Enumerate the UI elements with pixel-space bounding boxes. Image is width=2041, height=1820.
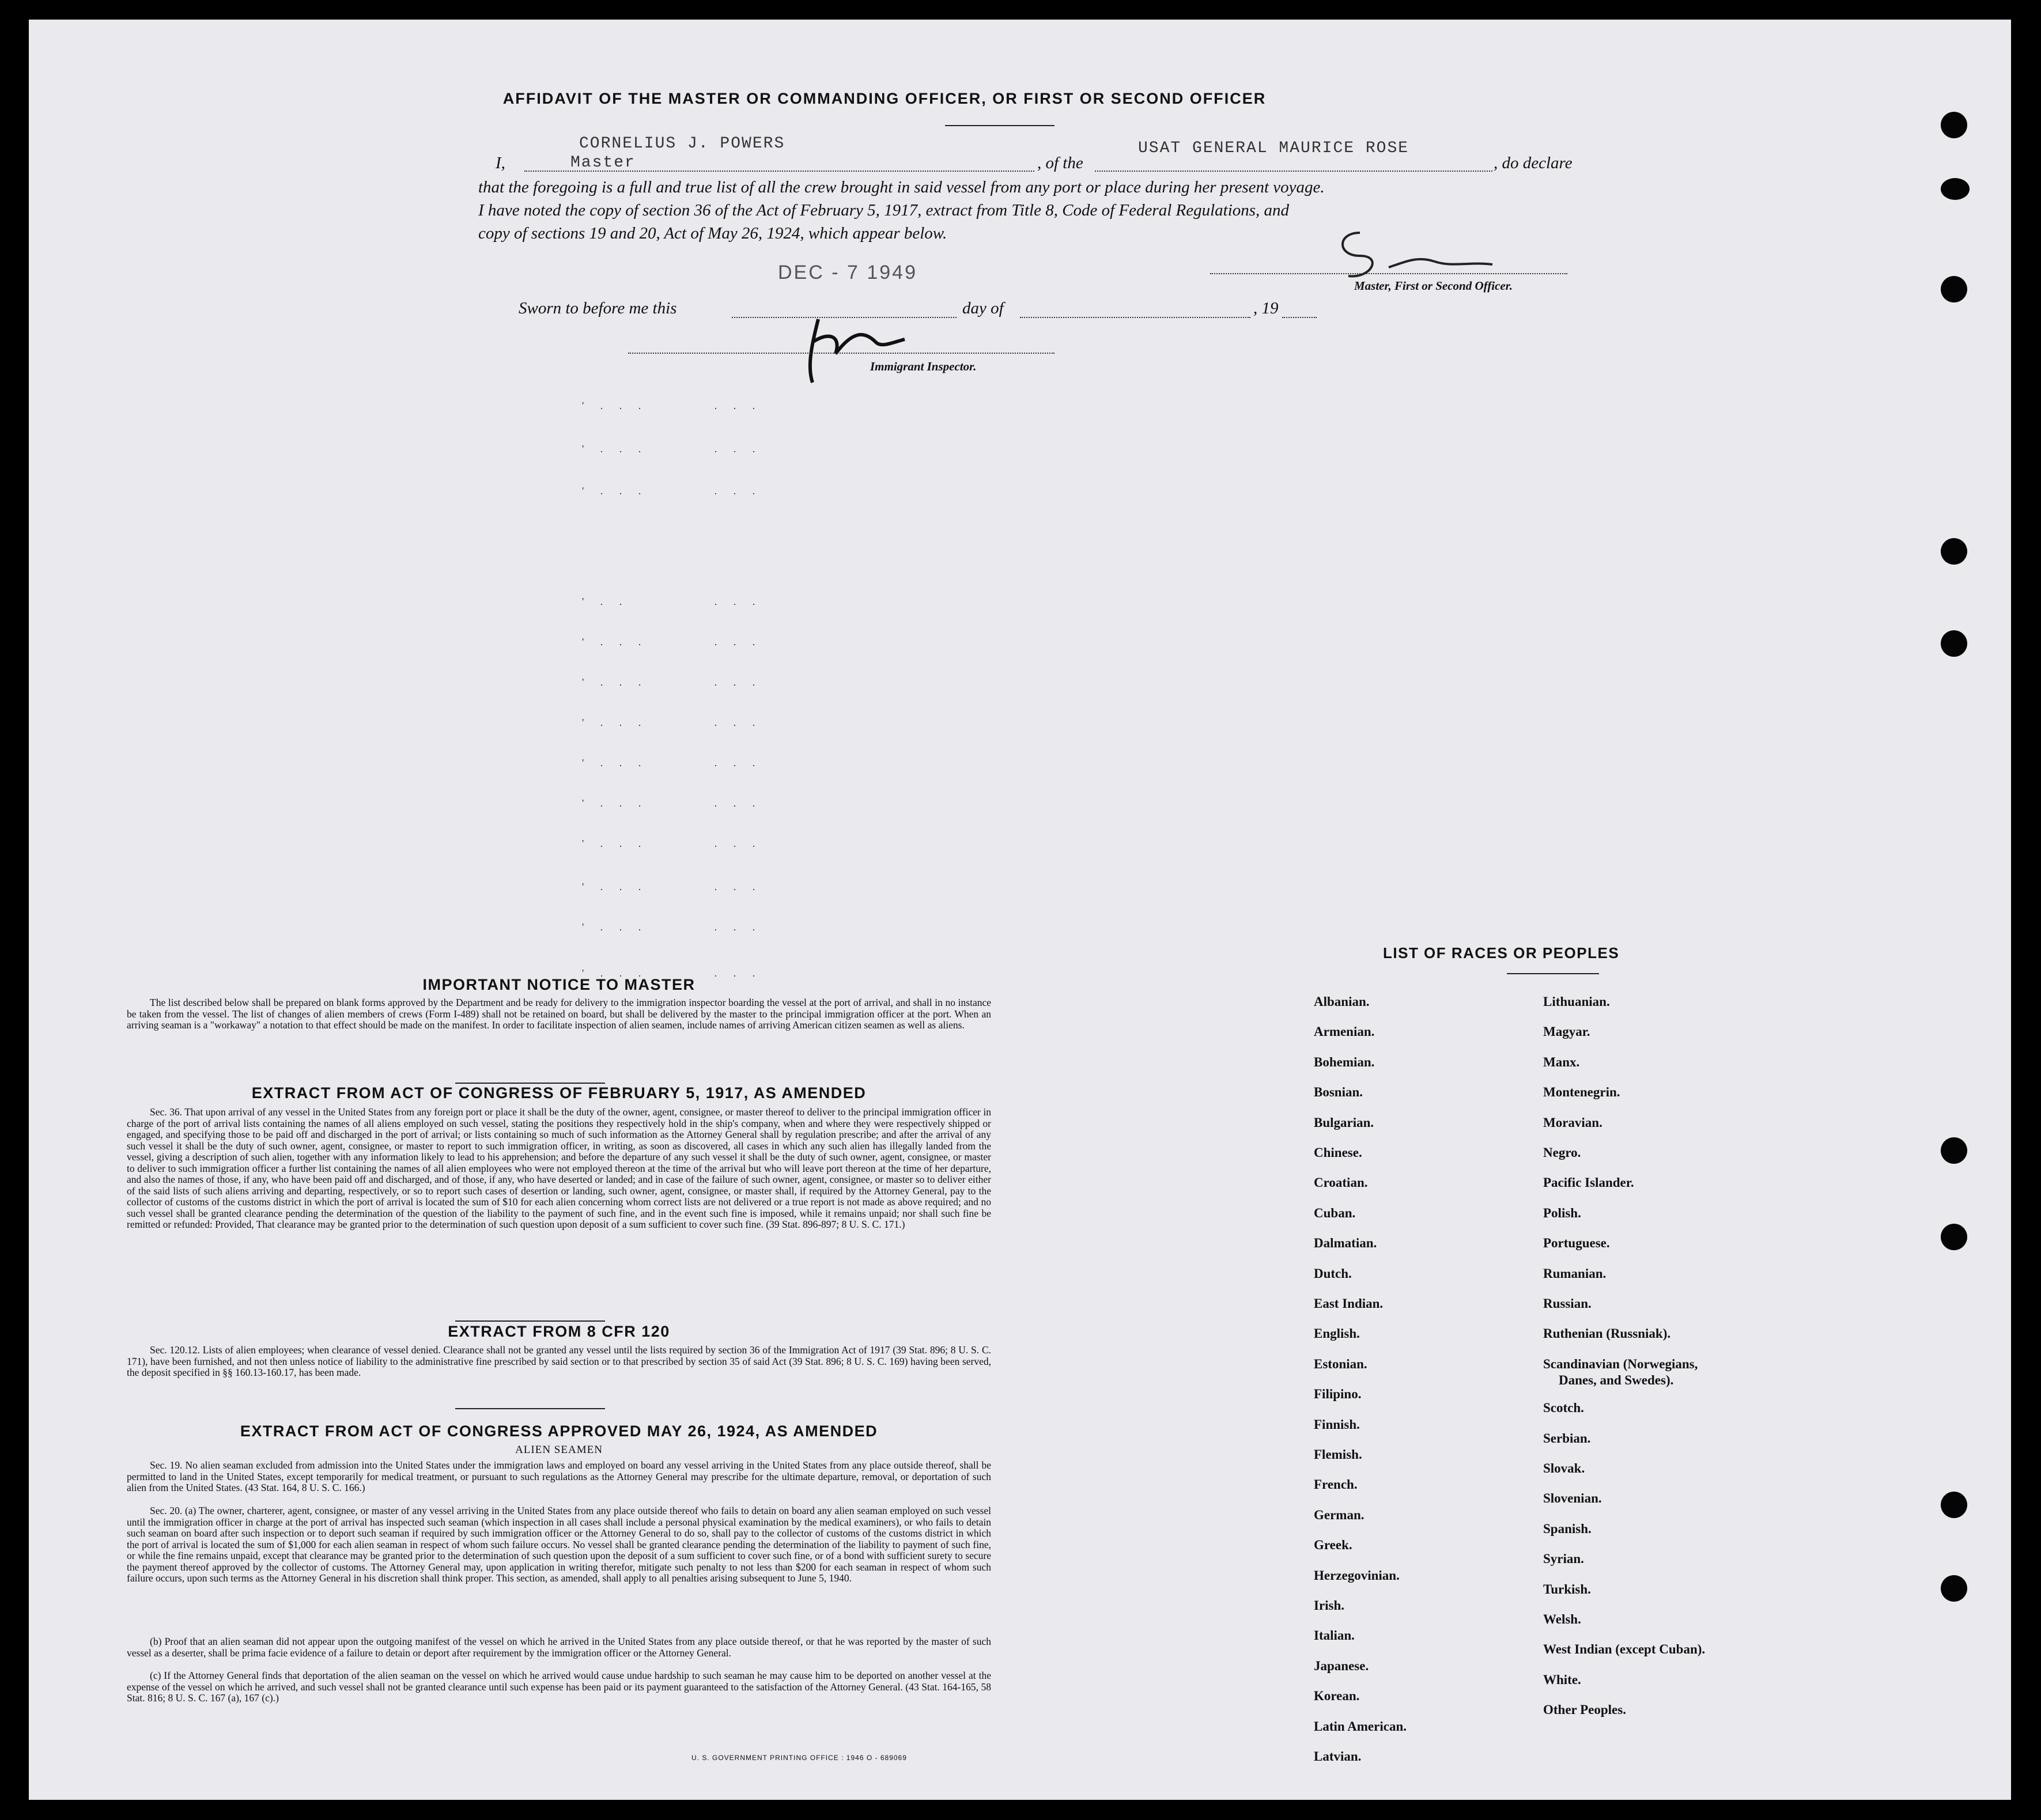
- i-label: I,: [496, 154, 505, 172]
- sworn-line: [519, 296, 1383, 321]
- punch-hole: [1941, 276, 1967, 302]
- race-item: German.: [1314, 1507, 1365, 1522]
- race-item: Russian.: [1543, 1296, 1592, 1311]
- race-item: White.: [1543, 1672, 1581, 1687]
- races-title: LIST OF RACES OR PEOPLES: [1383, 944, 1620, 962]
- declaration-line-3: I have noted the copy of section 36 of the Act of February 5, 1917, extract from Title 8, Code of Federal Regulations, and: [478, 201, 1290, 220]
- race-item: Bohemian.: [1314, 1054, 1375, 1069]
- race-item: Chinese.: [1314, 1145, 1362, 1160]
- printer-imprint: U. S. GOVERNMENT PRINTING OFFICE : 1946 O - 689069: [691, 1754, 907, 1762]
- of-the-label: , of the: [1037, 154, 1083, 172]
- race-item: Moravian.: [1543, 1115, 1602, 1130]
- race-item: Montenegrin.: [1543, 1085, 1620, 1100]
- race-item: Croatian.: [1314, 1175, 1368, 1190]
- race-item: Other Peoples.: [1543, 1702, 1626, 1717]
- extract-1917-body: Sec. 36. That upon arrival of any vessel in the United States from any foreign port or place it shall be the duty of the owner, agent, consignee, or master thereof to deliver to the principal immigration officer in charge of the port of arrival lists containing the names of all aliens employed on such vessel, stating the positions they respectively hold in the ship's company, when and where they were respectively shipped or engaged, and specifying those to be paid off and discharged in the port of arrival; or lists containing so much of such information as the Attorney General shall by regulation prescribe; and after the arrival of any such vessel it shall be the duty of such owner, agent, consignee, or master to report to such immigration officer, in writing, as soon as discovered, all cases in which any such alien has illegally landed from the vessel, giving a description of such alien, together with any information likely to lead to his apprehension; and before the departure of any such vessel it shall be the duty of such owner, agent, consignee, or master to deliver to such immigration officer a further list containing the names of all alien employees who were not employed thereon at the time of the arrival but who will leave port thereon at the time of her departure, and also the names of those, if any, who have been paid off and discharged, and of those, if any, who have deserted or landed; and in case of the failure of such owner, agent, consignee, or master so to deliver either of the said lists of such aliens arriving and departing, respectively, or so to report such cases of desertion or landing, such owner, agent, consignee, or master shall, if required by the Attorney General, pay to the collector of customs of the customs district in which the port of arrival is located the sum of $10 for each alien concerning whom correct lists are not delivered or a true report is not made as above required; and no such vessel shall be granted clearance pending the determination of the question of the liability to the payment of such fine, and in the event such fine is imposed, while it remains unpaid; nor shall such fine be remitted or refunded: Provided, That clearance may be granted prior to the determination of such question upon deposit of a sum sufficient to cover such fine. (39 Stat. 896-897; 8 U. S. C. 171.): [127, 1106, 991, 1230]
- do-declare-label: , do declare: [1494, 154, 1573, 172]
- declaration-line-2: that the foregoing is a full and true list of all the crew brought in said vessel from any port or place during her present voyage.: [478, 178, 1325, 196]
- race-item: Slovak.: [1543, 1461, 1585, 1475]
- race-item: Scandinavian (Norwegians,: [1543, 1356, 1698, 1371]
- alien-seamen-subtitle: ALIEN SEAMEN: [515, 1444, 603, 1456]
- race-item: Greek.: [1314, 1538, 1352, 1553]
- declaration-line-4: copy of sections 19 and 20, Act of May 26, 1924, which appear below.: [478, 224, 947, 243]
- race-item: West Indian (except Cuban).: [1543, 1642, 1706, 1657]
- race-item: Bulgarian.: [1314, 1115, 1374, 1130]
- punch-hole: [1941, 630, 1967, 657]
- race-item: Slovenian.: [1543, 1491, 1602, 1506]
- notice-body: The list described below shall be prepared on blank forms approved by the Department and be ready for delivery to the immigration inspector boarding the vessel at the port of arrival, and shall in no instance be taken from the vessel. The list of changes of alien members of crews (Form I-489) shall not be retained on board, but shall be delivered by the master to the principal immigration officer at the port. When an arriving seaman is a "workaway" a notation to that effect should be made on the manifest. In order to facilitate inspection of alien seamen, include names of arriving American citizen seamen as well as aliens.: [127, 997, 991, 1031]
- document-page: AFFIDAVIT OF THE MASTER OR COMMANDING OFFICER, OR FIRST OR SECOND OFFICER CORNELIUS J. POWERS USAT GENERAL MAURICE ROSE I, Master , of the , do declare that the foregoing is a full and true list of all the crew brought in said vessel from any port or place during her present voyage. I have noted the copy of section 36 of the Act of February 5, 1917, extract from Title 8, Code of Federal Regulations, and copy of sections 19 and 20, Act of May 26, 1924, which appear below. DEC - 7 1949 Master, First or Second Officer. Sworn to before me this day of , 19 Immigrant Inspector. ' . . . . . . ' . . . . . . ' . . . . . . ' . . . . . ' . . . . . . ' . . . . . . ' . . . . . . ' . . . . . . ' . . . . . . ' . . . . . . ' . . . . . . ' . . . . . . ' . . . . . . IMPORTANT NOTICE TO MASTER The list described below shall be prepared on blank forms approved by the Department and be ready for delivery to the immigration inspector boarding the vessel at the port of arrival, and shall in no instance be taken from the vessel. The list of changes of alien members of crews (Form I-489) shall not be retained on board, but shall be delivered by the master to the principal immigration officer at the port. When an arriving seaman is a "workaway" a notation to that effect should be made on the manifest. In order to facilitate inspection of alien seamen, include names of arriving American citizen seamen as well as aliens. EXTRACT FROM ACT OF CONGRESS OF FEBRUARY 5, 1917, AS AMENDED Sec. 36. That upon arrival of any vessel in the United States from any foreign port or place it shall be the duty of the owner, agent, consignee, or master thereof to deliver to the principal immigration officer in charge of the port of arrival lists containing the names of all aliens employed on such vessel, stating the positions they respectively hold in the ship's company, when and where they were respectively shipped or engaged, and specifying those to be paid off and discharged in the port of arrival; or lists containing so much of such information as the Attorney General shall by regulation prescribe; and after the arrival of any such vessel it shall be the duty of such owner, agent, consignee, or master to report to such immigration officer, in writing, as soon as discovered, all cases in which any such alien has illegally landed from the vessel, giving a description of such alien, together with any information likely to lead to his apprehension; and before the departure of any such vessel it shall be the duty of such owner, agent, consignee, or master to deliver to such immigration officer a further list containing the names of all alien employees who were not employed thereon at the time of the arrival but who will leave port thereon at the time of her departure, and also the names of those, if any, who have been paid off and discharged, and of those, if any, who have deserted or landed; and in case of the failure of such owner, agent, consignee, or master so to deliver either of the said lists of such aliens arriving and departing, respectively, or so to report such cases of desertion or landing, such owner, agent, consignee, or master shall, if required by the Attorney General, pay to the collector of customs of the customs district in which the port of arrival is located the sum of $10 for each alien concerning whom correct lists are not delivered or a true report is not made as above required; and no such vessel shall be granted clearance pending the determination of the question of the liability to the payment of such fine, and in the event such fine is imposed, while it remains unpaid; nor shall such fine be remitted or refunded: Provided, That clearance may be granted prior to the determination of such question upon deposit of a sum sufficient to cover such fine. (39 Stat. 896-897; 8 U. S. C. 171.) EXTRACT FROM 8 CFR 120 Sec. 120.12. Lists of alien employees; when clearance of vessel denied. Clearance shall not be granted any vessel until the lists required by section 36 of the Immigration Act of 1917 (39 Stat. 896; 8 U. S. C. 171), have been furnished, and not then unless notice of liability to the administrative fine prescribed by said section or to that prescribed by section 35 of said Act (39 Stat. 896; 8 U. S. C. 169) having been served, the deposit specified in §§ 160.13-160.17, has been made. EXTRACT FROM ACT OF CONGRESS APPROVED MAY 26, 1924, AS AMENDED ALIEN SEAMEN Sec. 19. No alien seaman excluded from admission into the United States under the immigration laws and employed on board any vessel arriving in the United States from any place outside thereof, shall be permitted to land in the United States, except temporarily for medical treatment, or pursuant to such regulations as the Attorney General may prescribe for the ultimate departure, removal, or deportation of such alien from the United States. (43 Stat. 164, 8 U. S. C. 166.) Sec. 20. (a) The owner, charterer, agent, consignee, or master of any vessel arriving in the United States from any place outside thereof who fails to detain on board any alien seaman employed on such vessel until the immigration officer in charge at the port of arrival has inspected such seaman (which inspection in all cases shall include a personal physical examination by the medical examiners), or who fails to detain such seaman on board after such inspection or to deport such seaman if required by such immigration officer or the Attorney General to do so, shall pay to the collector of customs of the customs district in which the port of arrival is located the sum of $1,000 for each alien seaman in respect of whom such failure occurs. No vessel shall be granted clearance pending the determination of the liability to payment of such fine, or while the fine remains unpaid, except that clearance may be granted prior to the determination of such question upon the deposit of a sum sufficient to cover such fine, or of a bond with sufficient surety to secure the payment thereof approved by the collector of customs. The Attorney General may, upon application in writing therefor, mitigate such penalty to not less than $200 for each seaman in respect of whom such failure occurs, upon such terms as the Attorney General in his discretion shall think proper. This section, as amended, shall apply to all penalties arising subsequent to June 5, 1940. (b) Proof that an alien seaman did not appear upon the outgoing manifest of the vessel on which he arrived in the United States from any place outside thereof, or that he was reported by the master of such vessel as a deserter, shall be prima facie evidence of a failure to detain or deport after requirement by the immigration officer or the Attorney General. (c) If the Attorney General finds that deportation of the alien seaman on the vessel on which he arrived would cause undue hardship to such seaman he may cause him to be deported on another vessel at the expense of the vessel on which he arrived, and such vessel shall not be granted clearance until such expense has been paid or its payment guaranteed to the satisfaction of the Attorney General. (43 Stat. 164-165, 58 Stat. 816; 8 U. S. C. 167 (a), 167 (c).) U. S. GOVERNMENT PRINTING OFFICE : 1946 O - 689069 LIST OF RACES OR PEOPLES Albanian. Armenian. Bohemian. Bosnian. Bulgarian. Chinese. Croatian. Cuban. Dalmatian. Dutch. East Indian. English. Estonian. Filipino. Finnish. Flemish. French. German. Greek. Herzegovinian. Irish. Italian. Japanese. Korean. Latin American. Latvian. Lithuanian. Magyar. Manx. Montenegrin. Moravian. Negro. Pacific Islander. Polish. Portuguese. Rumanian. Russian. Ruthenian (Russniak). Scandinavian (Norwegians, Danes, and Swedes). Scotch. Serbian. Slovak. Slovenian. Spanish. Syrian. Turkish. Welsh. West Indian (except Cuban). White. Other Peoples.: [29, 20, 2011, 1800]
- sec20b-body: (b) Proof that an alien seaman did not appear upon the outgoing manifest of the vessel on which he arrived in the United States from any place outside thereof, or that he was reported by the master of such vessel as a deserter, shall be prima facie evidence of a failure to detain or deport after requirement by the immigration officer or the Attorney General.: [127, 1636, 991, 1659]
- punch-hole: [1941, 112, 1967, 138]
- year-prefix: , 19: [1253, 299, 1279, 317]
- typed-vessel-name: USAT GENERAL MAURICE ROSE: [1138, 139, 1409, 157]
- race-item: Portuguese.: [1543, 1236, 1610, 1251]
- date-stamp: DEC - 7 1949: [778, 262, 917, 283]
- race-item: Polish.: [1543, 1205, 1581, 1220]
- extract-8cfr-title: EXTRACT FROM 8 CFR 120: [448, 1323, 670, 1340]
- race-item: Bosnian.: [1314, 1085, 1363, 1100]
- race-item: Latin American.: [1314, 1719, 1407, 1734]
- punch-hole: [1941, 178, 1970, 200]
- punch-hole: [1941, 1137, 1967, 1164]
- sec19-body: Sec. 19. No alien seaman excluded from admission into the United States under the immigration laws and employed on board any vessel arriving in the United States from any place outside thereof, shall be permitted to land in the United States, except temporarily for medical treatment, or pursuant to such regulations as the Attorney General may prescribe for the ultimate departure, removal, or deportation of such alien from the United States. (43 Stat. 164, 8 U. S. C. 166.): [127, 1459, 991, 1493]
- extract-1924-title: EXTRACT FROM ACT OF CONGRESS APPROVED MAY 26, 1924, AS AMENDED: [240, 1422, 878, 1440]
- punch-hole: [1941, 1224, 1967, 1250]
- declaration-line-1: [484, 151, 1636, 175]
- race-item: Turkish.: [1543, 1581, 1591, 1596]
- race-item: Rumanian.: [1543, 1266, 1607, 1281]
- race-item: Flemish.: [1314, 1447, 1362, 1462]
- race-item: Scotch.: [1543, 1401, 1584, 1416]
- race-item: Pacific Islander.: [1543, 1175, 1634, 1190]
- notice-title: IMPORTANT NOTICE TO MASTER: [422, 976, 696, 993]
- race-item: Negro.: [1543, 1145, 1581, 1160]
- race-item: Filipino.: [1314, 1387, 1362, 1402]
- punch-hole: [1941, 1575, 1967, 1602]
- inspector-signature: [795, 308, 910, 394]
- inspector-label: Immigrant Inspector.: [870, 360, 977, 373]
- race-item: Latvian.: [1314, 1749, 1362, 1764]
- punch-hole: [1941, 1492, 1967, 1518]
- race-item: English.: [1314, 1326, 1360, 1341]
- race-item: Irish.: [1314, 1598, 1345, 1613]
- race-item: Korean.: [1314, 1689, 1360, 1704]
- extract-8cfr-body: Sec. 120.12. Lists of alien employees; when clearance of vessel denied. Clearance shall not be granted any vessel until the lists required by section 36 of the Immigration Act of 1917 (39 Stat. 896; 8 U. S. C. 171), have been furnished, and not then unless notice of liability to the administrative fine prescribed by said section or to that prescribed by section 35 of said Act (39 Stat. 896; 8 U. S. C. 169) having been served, the deposit specified in §§ 160.13-160.17, has been made.: [127, 1344, 991, 1378]
- race-item: Syrian.: [1543, 1552, 1584, 1567]
- race-item: Manx.: [1543, 1054, 1580, 1069]
- race-item: French.: [1314, 1477, 1358, 1492]
- race-item: Spanish.: [1543, 1521, 1592, 1536]
- race-item: Danes, and Swedes).: [1559, 1372, 1674, 1387]
- race-item: Cuban.: [1314, 1205, 1356, 1220]
- race-item: Japanese.: [1314, 1658, 1369, 1673]
- punch-hole: [1941, 538, 1967, 565]
- race-item: Estonian.: [1314, 1356, 1367, 1371]
- race-item: Dalmatian.: [1314, 1236, 1377, 1251]
- race-item: Lithuanian.: [1543, 994, 1610, 1009]
- race-item: Armenian.: [1314, 1024, 1375, 1039]
- extract-1917-title: EXTRACT FROM ACT OF CONGRESS OF FEBRUARY 5, 1917, AS AMENDED: [251, 1084, 867, 1102]
- sec20c-body: (c) If the Attorney General finds that deportation of the alien seaman on the vessel on which he arrived would cause undue hardship to such seaman he may cause him to be deported on another vessel at the expense of the vessel on which he arrived, and such vessel shall not be granted clearance until such expense has been paid or its payment guaranteed to the satisfaction of the Attorney General. (43 Stat. 164-165, 58 Stat. 816; 8 U. S. C. 167 (a), 167 (c).): [127, 1670, 991, 1704]
- race-item: Italian.: [1314, 1628, 1355, 1643]
- day-of-label: day of: [962, 299, 1004, 317]
- race-item: Serbian.: [1543, 1431, 1591, 1446]
- race-item: Ruthenian (Russniak).: [1543, 1326, 1671, 1341]
- race-item: East Indian.: [1314, 1296, 1384, 1311]
- typed-master-name: CORNELIUS J. POWERS: [579, 135, 785, 153]
- sec20a-body: Sec. 20. (a) The owner, charterer, agent, consignee, or master of any vessel arriving in the United States from any place outside thereof who fails to detain on board any alien seaman employed on such vessel until the immigration officer in charge at the port of arrival has inspected such seaman (which inspection in all cases shall include a personal physical examination by the medical examiners), or who fails to detain such seaman on board after such inspection or to deport such seaman if required by such immigration officer or the Attorney General to do so, shall pay to the collector of customs of the customs district in which the port of arrival is located the sum of $1,000 for each alien seaman in respect of whom such failure occurs. No vessel shall be granted clearance pending the determination of the liability to payment of such fine, or while the fine remains unpaid, except that clearance may be granted prior to the determination of such question upon the deposit of a sum sufficient to cover such fine, or of a bond with sufficient surety to secure the payment thereof approved by the collector of customs. The Attorney General may, upon application in writing therefor, mitigate such penalty to not less than $200 for each seaman in respect of whom such failure occurs, upon such terms as the Attorney General in his discretion shall think proper. This section, as amended, shall apply to all penalties arising subsequent to June 5, 1940.: [127, 1505, 991, 1584]
- master-signature-label: Master, First or Second Officer.: [1354, 279, 1513, 293]
- typed-rank: Master: [570, 154, 636, 172]
- race-item: Finnish.: [1314, 1417, 1360, 1432]
- race-item: Welsh.: [1543, 1612, 1581, 1626]
- race-item: Magyar.: [1543, 1024, 1590, 1039]
- race-item: Dutch.: [1314, 1266, 1352, 1281]
- title-underline: [945, 125, 1054, 126]
- race-item: Albanian.: [1314, 994, 1370, 1009]
- sworn-prefix: Sworn to before me this: [519, 299, 677, 317]
- race-item: Herzegovinian.: [1314, 1568, 1400, 1583]
- affidavit-title: AFFIDAVIT OF THE MASTER OR COMMANDING OFFICER, OR FIRST OR SECOND OFFICER: [502, 90, 1267, 107]
